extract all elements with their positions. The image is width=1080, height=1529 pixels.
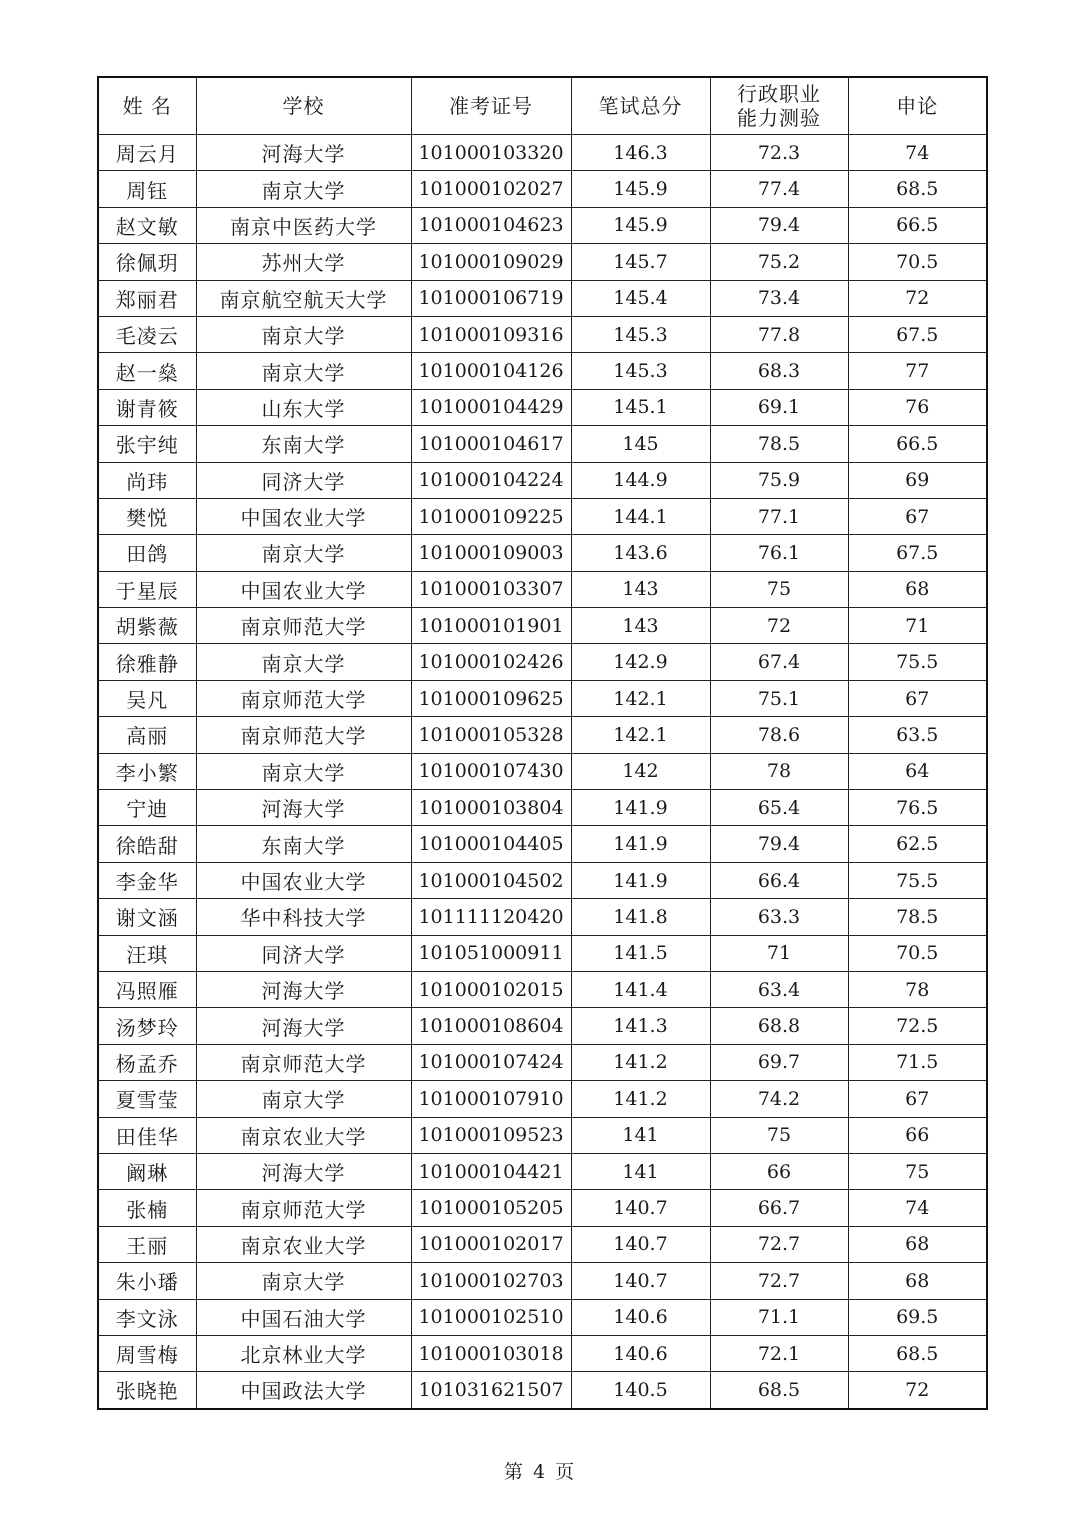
cell-exam-id: 101000104224	[411, 462, 571, 498]
cell-written-total: 145.4	[571, 280, 710, 316]
cell-written-total: 142	[571, 753, 710, 789]
table-row	[98, 935, 987, 971]
cell-exam-id: 101000105205	[411, 1190, 571, 1226]
cell-name: 王丽	[98, 1226, 196, 1262]
cell-school: 南京师范大学	[196, 1190, 411, 1226]
cell-written-total: 145.1	[571, 389, 710, 425]
cell-written-total: 145	[571, 426, 710, 462]
cell-school: 中国石油大学	[196, 1299, 411, 1335]
table-row	[98, 353, 987, 389]
cell-school: 北京林业大学	[196, 1335, 411, 1371]
cell-school: 南京师范大学	[196, 680, 411, 716]
cell-school: 同济大学	[196, 462, 411, 498]
cell-exam-id: 101000102015	[411, 971, 571, 1007]
table-row	[98, 826, 987, 862]
cell-essay: 71	[848, 608, 987, 644]
cell-exam-id: 101000104126	[411, 353, 571, 389]
table-row	[98, 1263, 987, 1299]
cell-aptitude-test: 77.1	[710, 498, 848, 534]
cell-exam-id: 101000109316	[411, 316, 571, 352]
cell-essay: 67	[848, 680, 987, 716]
table-row	[98, 426, 987, 462]
cell-school: 中国农业大学	[196, 862, 411, 898]
table-row	[98, 862, 987, 898]
cell-essay: 74	[848, 135, 987, 171]
cell-school: 河海大学	[196, 790, 411, 826]
cell-aptitude-test: 75	[710, 571, 848, 607]
table-row	[98, 644, 987, 680]
cell-essay: 69.5	[848, 1299, 987, 1335]
table-row	[98, 1081, 987, 1117]
cell-name: 徐雅静	[98, 644, 196, 680]
cell-written-total: 141.2	[571, 1044, 710, 1080]
cell-name: 张晓艳	[98, 1372, 196, 1409]
cell-essay: 68	[848, 571, 987, 607]
cell-exam-id: 101000109523	[411, 1117, 571, 1153]
cell-aptitude-test: 79.4	[710, 826, 848, 862]
cell-name: 张宇纯	[98, 426, 196, 462]
cell-essay: 66.5	[848, 207, 987, 243]
cell-aptitude-test: 68.5	[710, 1372, 848, 1409]
table-row	[98, 462, 987, 498]
cell-written-total: 141.9	[571, 790, 710, 826]
cell-name: 周钰	[98, 171, 196, 207]
cell-essay: 70.5	[848, 935, 987, 971]
cell-essay: 75.5	[848, 862, 987, 898]
cell-exam-id: 101000104617	[411, 426, 571, 462]
cell-school: 东南大学	[196, 426, 411, 462]
table-row	[98, 244, 987, 280]
cell-name: 田佳华	[98, 1117, 196, 1153]
cell-name: 徐皓甜	[98, 826, 196, 862]
cell-exam-id: 101000101901	[411, 608, 571, 644]
cell-essay: 76	[848, 389, 987, 425]
cell-school: 华中科技大学	[196, 899, 411, 935]
cell-aptitude-test: 77.4	[710, 171, 848, 207]
cell-school: 南京大学	[196, 316, 411, 352]
cell-aptitude-test: 69.7	[710, 1044, 848, 1080]
cell-aptitude-test: 76.1	[710, 535, 848, 571]
header-essay: 申论	[848, 77, 987, 135]
cell-aptitude-test: 71	[710, 935, 848, 971]
cell-school: 山东大学	[196, 389, 411, 425]
cell-school: 南京大学	[196, 644, 411, 680]
cell-exam-id: 101000107430	[411, 753, 571, 789]
cell-school: 南京大学	[196, 1081, 411, 1117]
cell-name: 张楠	[98, 1190, 196, 1226]
cell-written-total: 145.7	[571, 244, 710, 280]
cell-name: 宁迪	[98, 790, 196, 826]
cell-name: 高丽	[98, 717, 196, 753]
page-number: 第 4 页	[503, 1461, 577, 1483]
cell-aptitude-test: 78	[710, 753, 848, 789]
table-row	[98, 571, 987, 607]
cell-essay: 78.5	[848, 899, 987, 935]
cell-written-total: 140.6	[571, 1335, 710, 1371]
cell-written-total: 140.7	[571, 1226, 710, 1262]
cell-written-total: 142.1	[571, 717, 710, 753]
header-written-total: 笔试总分	[571, 77, 710, 135]
cell-essay: 67.5	[848, 316, 987, 352]
cell-exam-id: 101000104405	[411, 826, 571, 862]
table-row	[98, 1008, 987, 1044]
table-row	[98, 1153, 987, 1189]
cell-exam-id: 101000103804	[411, 790, 571, 826]
cell-school: 南京师范大学	[196, 608, 411, 644]
cell-exam-id: 101000106719	[411, 280, 571, 316]
table-row	[98, 1372, 987, 1409]
cell-name: 吴凡	[98, 680, 196, 716]
cell-name: 冯照雁	[98, 971, 196, 1007]
cell-name: 谢文涵	[98, 899, 196, 935]
cell-school: 南京大学	[196, 171, 411, 207]
cell-essay: 70.5	[848, 244, 987, 280]
cell-name: 周云月	[98, 135, 196, 171]
cell-written-total: 145.9	[571, 207, 710, 243]
cell-exam-id: 101000104429	[411, 389, 571, 425]
cell-written-total: 141.3	[571, 1008, 710, 1044]
cell-written-total: 140.6	[571, 1299, 710, 1335]
cell-school: 南京师范大学	[196, 717, 411, 753]
cell-aptitude-test: 72.3	[710, 135, 848, 171]
cell-exam-id: 101111120420	[411, 899, 571, 935]
cell-school: 南京师范大学	[196, 1044, 411, 1080]
table-row	[98, 135, 987, 171]
table-body	[98, 135, 987, 1409]
cell-exam-id: 101031621507	[411, 1372, 571, 1409]
cell-exam-id: 101000109029	[411, 244, 571, 280]
cell-essay: 72	[848, 280, 987, 316]
cell-essay: 67	[848, 1081, 987, 1117]
cell-essay: 67	[848, 498, 987, 534]
cell-essay: 69	[848, 462, 987, 498]
cell-exam-id: 101000103018	[411, 1335, 571, 1371]
cell-school: 南京大学	[196, 1263, 411, 1299]
cell-essay: 68	[848, 1226, 987, 1262]
cell-essay: 62.5	[848, 826, 987, 862]
cell-name: 尚玮	[98, 462, 196, 498]
cell-exam-id: 101000107424	[411, 1044, 571, 1080]
table-row	[98, 1299, 987, 1335]
cell-aptitude-test: 66.7	[710, 1190, 848, 1226]
cell-exam-id: 101000105328	[411, 717, 571, 753]
cell-aptitude-test: 75	[710, 1117, 848, 1153]
cell-written-total: 141.9	[571, 826, 710, 862]
cell-essay: 68.5	[848, 171, 987, 207]
cell-name: 李金华	[98, 862, 196, 898]
cell-essay: 78	[848, 971, 987, 1007]
cell-aptitude-test: 63.4	[710, 971, 848, 1007]
cell-aptitude-test: 67.4	[710, 644, 848, 680]
cell-name: 郑丽君	[98, 280, 196, 316]
cell-aptitude-test: 75.2	[710, 244, 848, 280]
cell-school: 东南大学	[196, 826, 411, 862]
cell-aptitude-test: 72.7	[710, 1226, 848, 1262]
cell-school: 南京航空航天大学	[196, 280, 411, 316]
cell-name: 李文泳	[98, 1299, 196, 1335]
cell-written-total: 144.1	[571, 498, 710, 534]
cell-aptitude-test: 63.3	[710, 899, 848, 935]
cell-essay: 77	[848, 353, 987, 389]
cell-school: 河海大学	[196, 1153, 411, 1189]
cell-exam-id: 101000109625	[411, 680, 571, 716]
cell-school: 南京大学	[196, 535, 411, 571]
cell-school: 南京农业大学	[196, 1117, 411, 1153]
cell-written-total: 142.1	[571, 680, 710, 716]
cell-name: 汤梦玲	[98, 1008, 196, 1044]
cell-school: 南京大学	[196, 353, 411, 389]
cell-exam-id: 101000104623	[411, 207, 571, 243]
table-row	[98, 498, 987, 534]
cell-exam-id: 101000109225	[411, 498, 571, 534]
cell-exam-id: 101000103307	[411, 571, 571, 607]
cell-written-total: 145.3	[571, 353, 710, 389]
table-row	[98, 753, 987, 789]
cell-aptitude-test: 77.8	[710, 316, 848, 352]
cell-written-total: 143.6	[571, 535, 710, 571]
table-row	[98, 1190, 987, 1226]
cell-aptitude-test: 68.8	[710, 1008, 848, 1044]
cell-name: 阚琳	[98, 1153, 196, 1189]
cell-exam-id: 101000102017	[411, 1226, 571, 1262]
cell-aptitude-test: 75.9	[710, 462, 848, 498]
cell-name: 朱小璠	[98, 1263, 196, 1299]
cell-name: 谢青筱	[98, 389, 196, 425]
table-row	[98, 717, 987, 753]
cell-aptitude-test: 78.6	[710, 717, 848, 753]
cell-exam-id: 101000104421	[411, 1153, 571, 1189]
score-table	[97, 76, 988, 1410]
table-row	[98, 790, 987, 826]
table-row	[98, 1044, 987, 1080]
cell-exam-id: 101000108604	[411, 1008, 571, 1044]
cell-exam-id: 101000102510	[411, 1299, 571, 1335]
cell-school: 南京大学	[196, 753, 411, 789]
cell-aptitude-test: 66.4	[710, 862, 848, 898]
cell-school: 同济大学	[196, 935, 411, 971]
cell-name: 李小繁	[98, 753, 196, 789]
cell-written-total: 141	[571, 1153, 710, 1189]
cell-school: 苏州大学	[196, 244, 411, 280]
table-row	[98, 535, 987, 571]
cell-exam-id: 101000104502	[411, 862, 571, 898]
table-row	[98, 389, 987, 425]
cell-aptitude-test: 74.2	[710, 1081, 848, 1117]
cell-written-total: 141.2	[571, 1081, 710, 1117]
cell-written-total: 146.3	[571, 135, 710, 171]
cell-written-total: 143	[571, 571, 710, 607]
cell-aptitude-test: 72.7	[710, 1263, 848, 1299]
cell-aptitude-test: 71.1	[710, 1299, 848, 1335]
cell-written-total: 144.9	[571, 462, 710, 498]
cell-exam-id: 101000107910	[411, 1081, 571, 1117]
cell-name: 田鸽	[98, 535, 196, 571]
cell-aptitude-test: 78.5	[710, 426, 848, 462]
cell-exam-id: 101051000911	[411, 935, 571, 971]
cell-written-total: 140.5	[571, 1372, 710, 1409]
cell-essay: 64	[848, 753, 987, 789]
cell-school: 河海大学	[196, 135, 411, 171]
cell-name: 赵文敏	[98, 207, 196, 243]
cell-school: 河海大学	[196, 1008, 411, 1044]
cell-essay: 72	[848, 1372, 987, 1409]
cell-school: 南京中医药大学	[196, 207, 411, 243]
table-row	[98, 316, 987, 352]
cell-written-total: 140.7	[571, 1263, 710, 1299]
cell-essay: 68	[848, 1263, 987, 1299]
cell-aptitude-test: 79.4	[710, 207, 848, 243]
cell-essay: 66	[848, 1117, 987, 1153]
cell-written-total: 145.9	[571, 171, 710, 207]
cell-written-total: 143	[571, 608, 710, 644]
header-row	[98, 77, 987, 135]
cell-essay: 75.5	[848, 644, 987, 680]
cell-school: 中国农业大学	[196, 498, 411, 534]
cell-name: 周雪梅	[98, 1335, 196, 1371]
cell-school: 中国农业大学	[196, 571, 411, 607]
cell-aptitude-test: 73.4	[710, 280, 848, 316]
cell-school: 南京农业大学	[196, 1226, 411, 1262]
cell-name: 胡紫薇	[98, 608, 196, 644]
cell-aptitude-test: 65.4	[710, 790, 848, 826]
table-row	[98, 899, 987, 935]
cell-name: 夏雪莹	[98, 1081, 196, 1117]
table-row	[98, 1335, 987, 1371]
cell-written-total: 141.8	[571, 899, 710, 935]
cell-essay: 71.5	[848, 1044, 987, 1080]
cell-exam-id: 101000103320	[411, 135, 571, 171]
cell-essay: 72.5	[848, 1008, 987, 1044]
table-row	[98, 1117, 987, 1153]
cell-aptitude-test: 66	[710, 1153, 848, 1189]
cell-exam-id: 101000109003	[411, 535, 571, 571]
cell-name: 毛凌云	[98, 316, 196, 352]
header-name: 姓 名	[98, 77, 196, 135]
table-row	[98, 1226, 987, 1262]
table-row	[98, 207, 987, 243]
header-school: 学校	[196, 77, 411, 135]
cell-name: 汪琪	[98, 935, 196, 971]
cell-written-total: 142.9	[571, 644, 710, 680]
cell-school: 河海大学	[196, 971, 411, 1007]
cell-written-total: 141.5	[571, 935, 710, 971]
cell-name: 徐佩玥	[98, 244, 196, 280]
cell-essay: 63.5	[848, 717, 987, 753]
table-row	[98, 171, 987, 207]
header-exam-id: 准考证号	[411, 77, 571, 135]
table-row	[98, 280, 987, 316]
cell-name: 赵一燊	[98, 353, 196, 389]
cell-essay: 68.5	[848, 1335, 987, 1371]
table-row	[98, 680, 987, 716]
cell-essay: 67.5	[848, 535, 987, 571]
cell-aptitude-test: 72.1	[710, 1335, 848, 1371]
header-aptitude-test: 行政职业能力测验	[710, 77, 848, 135]
cell-name: 樊悦	[98, 498, 196, 534]
cell-name: 于星辰	[98, 571, 196, 607]
table-row	[98, 608, 987, 644]
cell-written-total: 141	[571, 1117, 710, 1153]
cell-exam-id: 101000102703	[411, 1263, 571, 1299]
cell-exam-id: 101000102027	[411, 171, 571, 207]
cell-essay: 66.5	[848, 426, 987, 462]
cell-essay: 76.5	[848, 790, 987, 826]
cell-aptitude-test: 68.3	[710, 353, 848, 389]
cell-written-total: 141.4	[571, 971, 710, 1007]
cell-name: 杨孟乔	[98, 1044, 196, 1080]
table-row	[98, 971, 987, 1007]
cell-written-total: 141.9	[571, 862, 710, 898]
cell-written-total: 140.7	[571, 1190, 710, 1226]
cell-essay: 74	[848, 1190, 987, 1226]
cell-school: 中国政法大学	[196, 1372, 411, 1409]
cell-written-total: 145.3	[571, 316, 710, 352]
cell-aptitude-test: 72	[710, 608, 848, 644]
cell-aptitude-test: 69.1	[710, 389, 848, 425]
cell-exam-id: 101000102426	[411, 644, 571, 680]
cell-aptitude-test: 75.1	[710, 680, 848, 716]
cell-essay: 75	[848, 1153, 987, 1189]
